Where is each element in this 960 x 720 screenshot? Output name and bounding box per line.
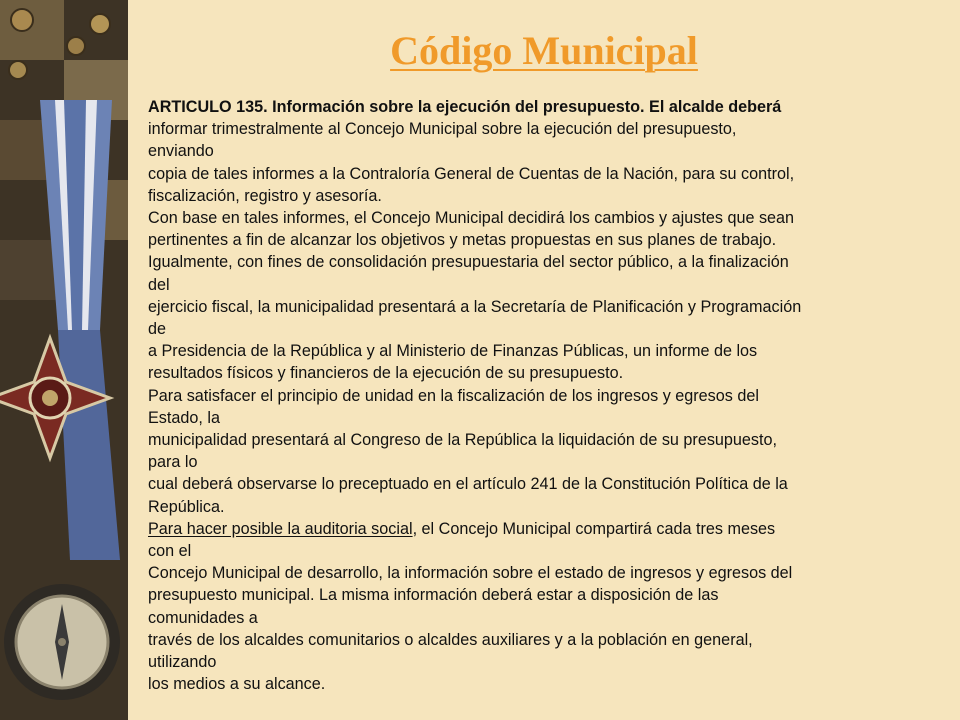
text-line: resultados físicos y financieros de la ejecución de su presupuesto. [148,364,624,383]
text-line: los medios a su alcance. [148,675,326,694]
text-line: presupuesto municipal. La misma información deberá estar a disposición de las [148,586,719,605]
text-line: enviando [148,142,214,161]
text-line: informar trimestralmente al Concejo Municipal sobre la ejecución del presupuesto, [148,120,737,139]
text-line: Concejo Municipal de desarrollo, la información sobre el estado de ingresos y egresos del [148,564,793,583]
text-line: fiscalización, registro y asesoría. [148,186,382,205]
text-line: para lo [148,453,198,472]
text-line: pertinentes a fin de alcanzar los objetivos y metas propuestas en sus planes de trabajo. [148,231,777,250]
text-line: a Presidencia de la República y al Ministerio de Finanzas Públicas, un informe de los [148,342,758,361]
article-body [148,96,912,695]
link-line [148,518,912,540]
text-line: utilizando [148,653,217,672]
text-line: del [148,275,170,294]
text-line: Estado, la [148,408,220,427]
text-line: municipalidad presentará al Congreso de la República la liquidación de su presupuesto, [148,431,778,450]
auditoria-social-link[interactable]: Para hacer posible la auditoria social [148,519,413,538]
text-line: comunidades a [148,608,258,627]
medal-compass-illustration [0,0,128,720]
text-line: República. [148,497,225,516]
text-line: Para satisfacer el principio de unidad en la fiscalización de los ingresos y egresos del [148,386,759,405]
text-line: copia de tales informes a la Contraloría General de Cuentas de la Nación, para su control, [148,164,795,183]
decorative-sidebar-image [0,0,128,720]
text-line: con el [148,542,192,561]
content-area [128,0,960,720]
link-line-tail: , el Concejo Municipal compartirá cada tres meses [412,519,776,538]
text-line: cual deberá observarse lo preceptuado en el artículo 241 de la Constitución Política de la [148,475,788,494]
text-line: Igualmente, con fines de consolidación presupuestaria del sector público, a la finalización [148,253,789,272]
text-line: Con base en tales informes, el Concejo Municipal decidirá los cambios y ajustes que sean [148,209,795,228]
text-line: través de los alcaldes comunitarios o alcaldes auxiliares y a la población en general, [148,630,753,649]
page-title: Código Municipal [390,28,698,73]
text-line: de [148,320,167,339]
article-heading: ARTICULO 135. Información sobre la ejecución del presupuesto. El alcalde deberá [148,98,782,116]
text-line: ejercicio fiscal, la municipalidad presentará a la Secretaría de Planificación y Programación [148,297,802,316]
